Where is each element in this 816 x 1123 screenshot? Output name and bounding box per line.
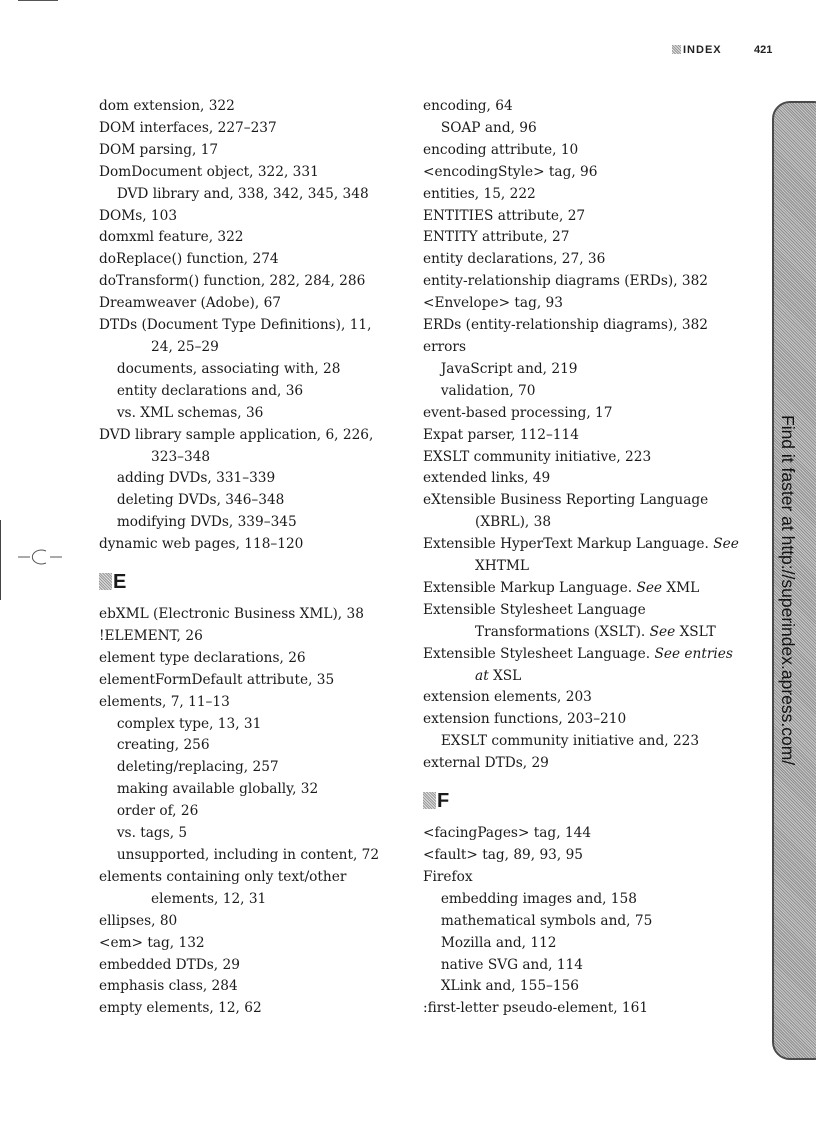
index-entry bbox=[423, 845, 753, 867]
section-title: INDEX bbox=[683, 44, 722, 56]
index-entry bbox=[423, 490, 753, 534]
index-entry bbox=[423, 206, 753, 228]
index-subentry bbox=[99, 468, 399, 490]
index-entry bbox=[99, 867, 399, 911]
entry-text: encoding, 64 bbox=[423, 98, 513, 114]
index-entry bbox=[423, 271, 753, 293]
index-entry bbox=[423, 162, 753, 184]
entry-text: Firefox bbox=[423, 868, 473, 885]
index-entry bbox=[99, 206, 399, 228]
index-entry bbox=[99, 293, 399, 315]
index-subentry bbox=[99, 381, 399, 403]
index-subentry bbox=[99, 801, 399, 823]
entry-text: creating, 256 bbox=[116, 737, 210, 754]
entry-text: ENTITY attribute, 27 bbox=[423, 229, 570, 246]
index-entry bbox=[423, 468, 753, 490]
index-subentry bbox=[423, 731, 753, 753]
entry-text: documents, associating with, 28 bbox=[116, 360, 341, 377]
entry-text: <facingPages> tag, 144 bbox=[423, 825, 592, 842]
index-subentry bbox=[423, 933, 753, 955]
index-entry bbox=[423, 315, 753, 337]
entry-text: entity declarations and, 36 bbox=[116, 382, 304, 399]
index-subentry bbox=[423, 359, 753, 381]
letter-square-icon bbox=[99, 573, 112, 590]
entry-text: eXtensible Business Reporting Language bbox=[423, 492, 709, 509]
index-entry bbox=[423, 447, 753, 469]
index-subentry bbox=[423, 976, 753, 998]
entry-text: dynamic web pages, 118–120 bbox=[99, 536, 304, 553]
letter-heading-text: E bbox=[113, 571, 127, 594]
index-subentry bbox=[99, 403, 399, 425]
index-entry bbox=[99, 955, 399, 977]
index-entry bbox=[423, 687, 753, 709]
entry-text: EXSLT community initiative, 223 bbox=[423, 448, 652, 465]
entry-text: ebXML (Electronic Business XML), 38 bbox=[99, 606, 364, 623]
thumb-tab-text: Find it faster at http://superindex.apress.com/ bbox=[778, 415, 798, 766]
page-number: 421 bbox=[754, 44, 773, 56]
entry-text: elementFormDefault attribute, 35 bbox=[99, 671, 335, 688]
crop-mark-left-line bbox=[0, 520, 1, 600]
index-subentry bbox=[99, 845, 399, 867]
index-entry bbox=[99, 998, 399, 1020]
index-entry bbox=[99, 140, 399, 162]
entry-text: :first-letter pseudo-element, 161 bbox=[423, 1000, 649, 1017]
index-subentry bbox=[423, 381, 753, 403]
entry-text: order of, 26 bbox=[116, 803, 199, 820]
entry-text: <Envelope> tag, 93 bbox=[423, 295, 563, 312]
entry-text: unsupported, including in content, 72 bbox=[116, 847, 380, 863]
index-entry bbox=[423, 337, 753, 359]
entry-text: vs. tags, 5 bbox=[116, 825, 188, 842]
index-column-left bbox=[99, 96, 399, 1020]
entry-text: <encodingStyle> tag, 96 bbox=[423, 163, 598, 180]
entry-continuation bbox=[449, 512, 753, 534]
index-subentry bbox=[423, 955, 753, 977]
index-entry bbox=[423, 534, 753, 578]
continuation-text: Transformations (XSLT). bbox=[475, 623, 646, 640]
index-entry bbox=[99, 162, 399, 184]
entry-text: ERDs (entity-relationship diagrams), 382 bbox=[423, 317, 709, 334]
entry-text: dom extension, 322 bbox=[99, 98, 235, 114]
letter-heading-text: F bbox=[437, 790, 450, 813]
letter-square-icon bbox=[423, 792, 436, 809]
index-entry bbox=[99, 648, 399, 670]
see-reference: See entries bbox=[654, 645, 733, 662]
entry-text: deleting DVDs, 346–348 bbox=[116, 492, 285, 509]
index-entry bbox=[423, 867, 753, 889]
index-entry bbox=[99, 227, 399, 249]
entry-text: element type declarations, 26 bbox=[99, 649, 306, 666]
continuation-text: (XBRL), 38 bbox=[475, 514, 552, 531]
entry-text: errors bbox=[423, 338, 466, 355]
entry-text: Extensible Stylesheet Language. bbox=[423, 645, 651, 662]
entry-text: extended links, 49 bbox=[423, 470, 551, 487]
entry-text: emphasis class, 284 bbox=[99, 978, 238, 995]
entry-text: extension functions, 203–210 bbox=[423, 711, 627, 728]
entry-text: event-based processing, 17 bbox=[423, 404, 613, 421]
entry-text: Extensible HyperText Markup Language. bbox=[423, 536, 709, 553]
entry-text: XLink and, 155–156 bbox=[440, 978, 580, 995]
index-entry bbox=[99, 933, 399, 955]
entry-text: DOM parsing, 17 bbox=[99, 141, 219, 158]
entry-continuation bbox=[125, 337, 399, 359]
letter-heading bbox=[423, 789, 753, 813]
index-entry bbox=[423, 96, 753, 118]
entry-text: elements containing only text/other bbox=[99, 868, 347, 885]
entry-text: Mozilla and, 112 bbox=[440, 934, 557, 951]
index-entry bbox=[423, 293, 753, 315]
see-target: XML bbox=[666, 579, 700, 596]
entry-text: Expat parser, 112–114 bbox=[423, 426, 579, 443]
entry-text: EXSLT community initiative and, 223 bbox=[440, 733, 700, 750]
index-entry bbox=[99, 249, 399, 271]
see-target: XSLT bbox=[679, 623, 716, 640]
entry-text: DVD library and, 338, 342, 345, 348 bbox=[116, 185, 369, 202]
entry-text: modifying DVDs, 339–345 bbox=[116, 514, 297, 531]
index-entry bbox=[99, 604, 399, 626]
entry-text: doTransform() function, 282, 284, 286 bbox=[99, 273, 366, 290]
index-subentry bbox=[423, 118, 753, 140]
index-entry bbox=[99, 118, 399, 140]
index-entry bbox=[99, 976, 399, 998]
entry-text: DTDs (Document Type Definitions), 11, bbox=[99, 317, 372, 334]
entry-text: embedding images and, 158 bbox=[440, 890, 637, 907]
entry-text: Extensible Stylesheet Language bbox=[423, 601, 646, 618]
index-entry bbox=[423, 644, 753, 688]
index-entry bbox=[99, 626, 399, 648]
entry-text: vs. XML schemas, 36 bbox=[116, 404, 264, 421]
entry-text: native SVG and, 114 bbox=[440, 956, 583, 973]
index-entry bbox=[423, 227, 753, 249]
see-reference: See bbox=[636, 579, 663, 596]
entry-text: entity-relationship diagrams (ERDs), 382 bbox=[423, 273, 709, 290]
index-entry bbox=[99, 692, 399, 714]
entry-continuation bbox=[125, 447, 399, 469]
entry-text: external DTDs, 29 bbox=[423, 755, 549, 772]
continuation-text: XHTML bbox=[475, 558, 529, 575]
index-subentry bbox=[99, 714, 399, 736]
entry-text: empty elements, 12, 62 bbox=[99, 1000, 262, 1017]
entry-text: ellipses, 80 bbox=[99, 912, 178, 929]
entry-text: <fault> tag, 89, 93, 95 bbox=[423, 847, 583, 863]
index-entry bbox=[423, 823, 753, 845]
crop-mark-top bbox=[18, 0, 58, 1]
see-reference: See bbox=[713, 536, 739, 553]
entry-text: !ELEMENT, 26 bbox=[99, 627, 203, 644]
index-entry bbox=[423, 184, 753, 206]
entry-continuation bbox=[125, 889, 399, 911]
entry-text: entity declarations, 27, 36 bbox=[423, 251, 606, 268]
entry-text: doReplace() function, 274 bbox=[99, 251, 279, 268]
entry-text: DomDocument object, 322, 331 bbox=[99, 163, 319, 180]
entry-continuation bbox=[449, 666, 753, 688]
see-reference: See bbox=[649, 623, 676, 640]
continuation-text: 323–348 bbox=[151, 448, 211, 465]
index-subentry bbox=[99, 359, 399, 381]
entry-text: DOM interfaces, 227–237 bbox=[99, 119, 277, 136]
entry-text: validation, 70 bbox=[440, 382, 536, 399]
index-entry bbox=[99, 96, 399, 118]
index-entry bbox=[423, 140, 753, 162]
entry-text: ENTITIES attribute, 27 bbox=[423, 207, 586, 224]
header-square-icon bbox=[672, 45, 681, 54]
index-entry bbox=[99, 534, 399, 556]
entry-text: complex type, 13, 31 bbox=[116, 715, 262, 732]
letter-heading bbox=[99, 570, 399, 594]
entry-text: entities, 15, 222 bbox=[423, 185, 536, 202]
index-subentry bbox=[423, 889, 753, 911]
index-column-right bbox=[423, 96, 753, 1020]
running-header bbox=[672, 44, 773, 56]
index-entry bbox=[423, 578, 753, 600]
entry-text: elements, 7, 11–13 bbox=[99, 693, 230, 710]
entry-text: Extensible Markup Language. bbox=[423, 579, 633, 596]
entry-text: deleting/replacing, 257 bbox=[116, 759, 279, 776]
see-target: XSL bbox=[493, 667, 522, 684]
entry-text: <em> tag, 132 bbox=[99, 934, 205, 951]
index-subentry bbox=[99, 735, 399, 757]
index-entry bbox=[423, 998, 753, 1020]
entry-text: adding DVDs, 331–339 bbox=[116, 470, 276, 487]
entry-text: DOMs, 103 bbox=[99, 207, 178, 224]
entry-text: domxml feature, 322 bbox=[99, 229, 244, 246]
entry-text: extension elements, 203 bbox=[423, 689, 592, 706]
index-subentry bbox=[99, 512, 399, 534]
entry-text: embedded DTDs, 29 bbox=[99, 956, 240, 973]
entry-text: DVD library sample application, 6, 226, bbox=[99, 426, 374, 443]
entry-text: JavaScript and, 219 bbox=[440, 360, 578, 377]
index-entry bbox=[99, 911, 399, 933]
index-entry bbox=[423, 249, 753, 271]
index-entry bbox=[99, 271, 399, 293]
index-entry bbox=[423, 753, 753, 775]
entry-text: Dreamweaver (Adobe), 67 bbox=[99, 295, 282, 312]
index-entry bbox=[99, 670, 399, 692]
index-subentry bbox=[99, 490, 399, 512]
entry-text: mathematical symbols and, 75 bbox=[440, 912, 653, 929]
continuation-text: 24, 25–29 bbox=[151, 338, 219, 355]
entry-text: encoding attribute, 10 bbox=[423, 141, 579, 158]
index-entry bbox=[99, 425, 399, 469]
index-subentry bbox=[99, 779, 399, 801]
continuation-text: elements, 12, 31 bbox=[151, 890, 267, 907]
entry-continuation bbox=[449, 622, 753, 644]
index-entry bbox=[99, 315, 399, 359]
index-entry bbox=[423, 600, 753, 644]
index-entry bbox=[423, 403, 753, 425]
entry-text: making available globally, 32 bbox=[116, 781, 319, 798]
index-entry bbox=[423, 425, 753, 447]
registration-mark-icon bbox=[18, 547, 62, 567]
index-subentry bbox=[99, 823, 399, 845]
see-reference: at bbox=[475, 667, 489, 684]
index-subentry bbox=[423, 911, 753, 933]
index-subentry bbox=[99, 184, 399, 206]
index-entry bbox=[423, 709, 753, 731]
entry-text: SOAP and, 96 bbox=[440, 119, 537, 136]
entry-continuation bbox=[449, 556, 753, 578]
index-subentry bbox=[99, 757, 399, 779]
